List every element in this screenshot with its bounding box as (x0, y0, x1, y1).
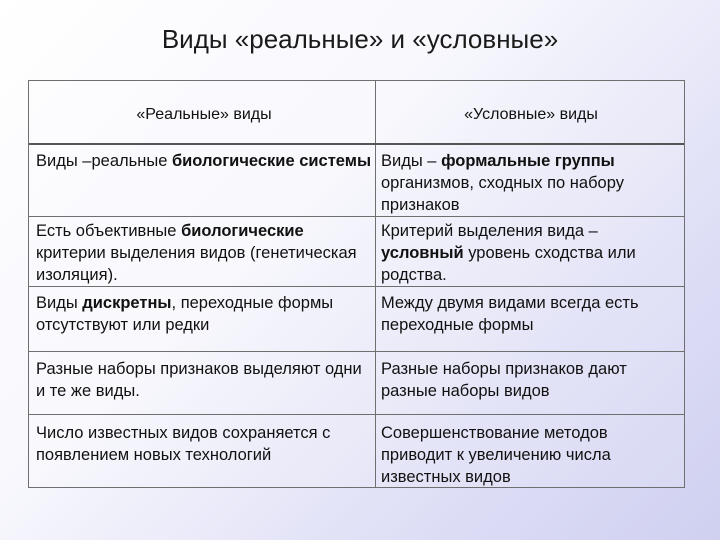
header-divider (29, 143, 684, 145)
row-5-real (36, 422, 372, 466)
row-1-real (36, 150, 372, 172)
cell-text: Виды – (381, 152, 442, 170)
cell-text: критерии выделения видов (генетическая изоляция). (36, 244, 357, 284)
row-divider (29, 286, 684, 287)
header-conditional-species: «Условные» виды (464, 106, 598, 123)
cell-text: Виды –реальные (36, 152, 172, 170)
cell-text: Число известных видов сохраняется с появлением новых технологий (36, 424, 331, 464)
cell-text: Виды (36, 294, 83, 312)
cell-text: Критерий выделения вида – (381, 222, 598, 240)
cell-text: Разные наборы признаков дают разные наборы видов (381, 360, 627, 400)
column-divider (375, 81, 376, 487)
cell-text: Между двумя видами всегда есть переходные формы (381, 294, 639, 334)
cell-text: Разные наборы признаков выделяют одни и те же виды. (36, 360, 362, 400)
emphasis-text: биологические (181, 222, 304, 240)
header-real-species: «Реальные» виды (136, 106, 272, 123)
cell-text: , переходные формы отсутствуют или редки (36, 294, 334, 334)
emphasis-text: условный (381, 244, 464, 262)
row-divider (29, 351, 684, 352)
slide-title: Виды «реальные» и «условные» (161, 24, 559, 54)
row-1-conditional (381, 150, 681, 216)
row-4-real (36, 358, 372, 402)
emphasis-text: биологические системы (171, 152, 372, 170)
row-2-real (36, 220, 372, 286)
row-5-conditional (381, 422, 681, 488)
cell-text: Совершенствование методов приводит к увеличению числа известных видов (381, 424, 611, 486)
emphasis-text: формальные группы (441, 152, 615, 170)
row-3-real (36, 292, 372, 336)
cell-text: Есть объективные (36, 222, 182, 240)
row-2-conditional (381, 220, 681, 286)
row-3-conditional (381, 292, 681, 336)
row-divider (29, 216, 684, 217)
row-4-conditional (381, 358, 681, 402)
emphasis-text: дискретны (82, 294, 172, 312)
comparison-table (28, 80, 685, 488)
cell-text: уровень сходства или родства. (381, 244, 636, 284)
row-divider (29, 414, 684, 415)
cell-text: организмов, сходных по набору признаков (381, 174, 624, 214)
